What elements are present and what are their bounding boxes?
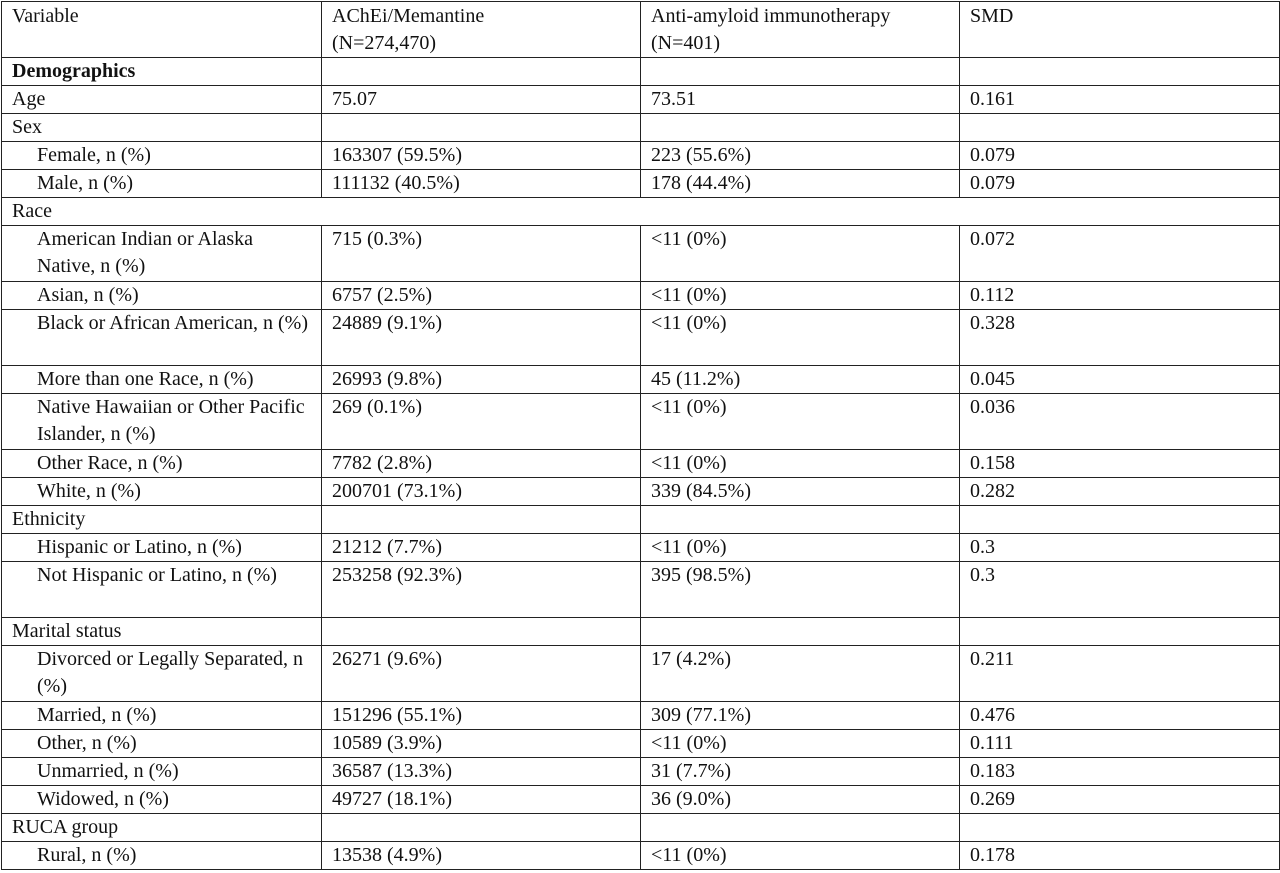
row-label: Married, n (%) (2, 702, 322, 730)
cell-smd: 0.079 (960, 142, 1280, 170)
cell-anti-amyloid: 223 (55.6%) (641, 142, 960, 170)
cell-achei (322, 114, 641, 142)
cell-achei: 715 (0.3%) (322, 226, 641, 282)
cell-smd: 0.282 (960, 478, 1280, 506)
cell-smd: 0.112 (960, 282, 1280, 310)
row-label: Sex (2, 114, 322, 142)
cell-anti-amyloid: <11 (0%) (641, 226, 960, 282)
cell-achei: 24889 (9.1%) (322, 310, 641, 366)
row-label: Ethnicity (2, 506, 322, 534)
cell-anti-amyloid (641, 114, 960, 142)
cell-anti-amyloid: 395 (98.5%) (641, 562, 960, 618)
header-group2-n: (N=401) (651, 32, 721, 54)
header-group1-name: AChEi/Memantine (332, 5, 485, 27)
table-row (2, 450, 1280, 478)
cell-achei: 26271 (9.6%) (322, 646, 641, 702)
cell-smd: 0.161 (960, 86, 1280, 114)
cell-achei: 253258 (92.3%) (322, 562, 641, 618)
cell-achei: 151296 (55.1%) (322, 702, 641, 730)
section-row-sex (2, 114, 1280, 142)
cell-anti-amyloid: <11 (0%) (641, 394, 960, 450)
table-row (2, 842, 1280, 870)
cell-anti-amyloid: 309 (77.1%) (641, 702, 960, 730)
cell-achei: 10589 (3.9%) (322, 730, 641, 758)
cell-smd: 0.328 (960, 310, 1280, 366)
cell-smd: 0.178 (960, 842, 1280, 870)
section-row-ruca-group (2, 814, 1280, 842)
section-row-race (2, 198, 1280, 226)
cell-anti-amyloid: <11 (0%) (641, 730, 960, 758)
cell-anti-amyloid (641, 506, 960, 534)
cell-achei (322, 506, 641, 534)
cell-achei: 36587 (13.3%) (322, 758, 641, 786)
table-row (2, 142, 1280, 170)
cell-achei: 26993 (9.8%) (322, 366, 641, 394)
cell-smd: 0.3 (960, 562, 1280, 618)
cell-smd: 0.3 (960, 534, 1280, 562)
cell-achei: 163307 (59.5%) (322, 142, 641, 170)
cell-smd: 0.476 (960, 702, 1280, 730)
row-label: American Indian or Alaska Native, n (%) (2, 226, 322, 282)
cell-smd: 0.036 (960, 394, 1280, 450)
header-smd: SMD (960, 2, 1280, 58)
section-row-marital-status (2, 618, 1280, 646)
row-label: RUCA group (2, 814, 322, 842)
row-label: Hispanic or Latino, n (%) (2, 534, 322, 562)
cell-anti-amyloid: 73.51 (641, 86, 960, 114)
row-label: Divorced or Legally Separated, n (%) (2, 646, 322, 702)
baseline-characteristics-table (1, 1, 1280, 870)
cell-achei (322, 618, 641, 646)
table-row (2, 86, 1280, 114)
header-row (2, 2, 1280, 58)
header-group1-n: (N=274,470) (332, 32, 437, 54)
cell-anti-amyloid (641, 618, 960, 646)
row-label: Female, n (%) (2, 142, 322, 170)
row-label: Native Hawaiian or Other Pacific Islander, n (%) (2, 394, 322, 450)
cell-smd: 0.183 (960, 758, 1280, 786)
cell-smd: 0.158 (960, 450, 1280, 478)
cell-anti-amyloid: 45 (11.2%) (641, 366, 960, 394)
cell-smd (960, 506, 1280, 534)
table-row (2, 394, 1280, 450)
cell-anti-amyloid: <11 (0%) (641, 842, 960, 870)
row-label: Asian, n (%) (2, 282, 322, 310)
cell-smd: 0.079 (960, 170, 1280, 198)
cell-smd (960, 114, 1280, 142)
cell-anti-amyloid: 178 (44.4%) (641, 170, 960, 198)
cell-achei (322, 814, 641, 842)
cell-anti-amyloid: <11 (0%) (641, 450, 960, 478)
row-label: Race (2, 198, 1280, 226)
table-row (2, 478, 1280, 506)
cell-anti-amyloid (641, 814, 960, 842)
table-row (2, 366, 1280, 394)
table-row (2, 226, 1280, 282)
cell-smd: 0.269 (960, 786, 1280, 814)
table-row (2, 310, 1280, 366)
cell-achei: 75.07 (322, 86, 641, 114)
header-variable: Variable (2, 2, 322, 58)
cell-anti-amyloid: 17 (4.2%) (641, 646, 960, 702)
cell-achei (322, 58, 641, 86)
cell-anti-amyloid: 339 (84.5%) (641, 478, 960, 506)
cell-smd (960, 58, 1280, 86)
cell-achei: 13538 (4.9%) (322, 842, 641, 870)
cell-achei: 269 (0.1%) (322, 394, 641, 450)
cell-achei: 7782 (2.8%) (322, 450, 641, 478)
row-label: Not Hispanic or Latino, n (%) (2, 562, 322, 618)
table-row (2, 534, 1280, 562)
table-row (2, 730, 1280, 758)
header-group2-name: Anti-amyloid immunotherapy (651, 5, 891, 27)
cell-smd: 0.211 (960, 646, 1280, 702)
cell-smd: 0.072 (960, 226, 1280, 282)
cell-achei: 6757 (2.5%) (322, 282, 641, 310)
table-row (2, 758, 1280, 786)
cell-smd (960, 618, 1280, 646)
table-row (2, 282, 1280, 310)
row-label: Age (2, 86, 322, 114)
row-label: Black or African American, n (%) (2, 310, 322, 366)
table-row (2, 786, 1280, 814)
row-label: White, n (%) (2, 478, 322, 506)
cell-achei: 200701 (73.1%) (322, 478, 641, 506)
cell-anti-amyloid: <11 (0%) (641, 310, 960, 366)
row-label: Male, n (%) (2, 170, 322, 198)
row-label: Other, n (%) (2, 730, 322, 758)
header-group1 (322, 2, 641, 58)
cell-anti-amyloid: 36 (9.0%) (641, 786, 960, 814)
cell-anti-amyloid (641, 58, 960, 86)
section-row-demographics (2, 58, 1280, 86)
table-row (2, 646, 1280, 702)
row-label: Unmarried, n (%) (2, 758, 322, 786)
section-row-ethnicity (2, 506, 1280, 534)
header-group2 (641, 2, 960, 58)
cell-smd (960, 814, 1280, 842)
cell-achei: 21212 (7.7%) (322, 534, 641, 562)
row-label: Rural, n (%) (2, 842, 322, 870)
cell-anti-amyloid: 31 (7.7%) (641, 758, 960, 786)
cell-anti-amyloid: <11 (0%) (641, 534, 960, 562)
row-label: Demographics (2, 58, 322, 86)
cell-smd: 0.111 (960, 730, 1280, 758)
cell-achei: 111132 (40.5%) (322, 170, 641, 198)
row-label: Other Race, n (%) (2, 450, 322, 478)
cell-smd: 0.045 (960, 366, 1280, 394)
row-label: Marital status (2, 618, 322, 646)
table-row (2, 702, 1280, 730)
row-label: More than one Race, n (%) (2, 366, 322, 394)
row-label: Widowed, n (%) (2, 786, 322, 814)
table-row (2, 170, 1280, 198)
cell-anti-amyloid: <11 (0%) (641, 282, 960, 310)
table-row (2, 562, 1280, 618)
cell-achei: 49727 (18.1%) (322, 786, 641, 814)
